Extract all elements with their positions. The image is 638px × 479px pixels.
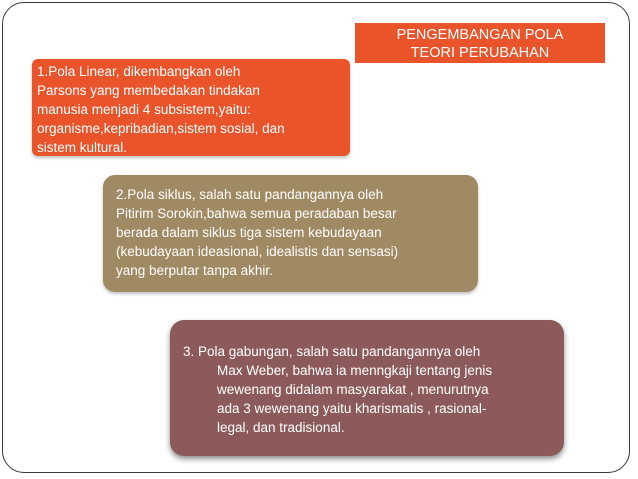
linear-pattern-box — [32, 59, 350, 156]
box2-line: 2.Pola siklus, salah satu pandangannya oleh — [116, 187, 384, 202]
cycle-pattern-box — [103, 175, 478, 292]
box2-line: (kebudayaan ideasional, idealistis dan sensasi) — [116, 244, 399, 259]
box2-line: Pitirim Sorokin,bahwa semua peradaban besar — [116, 206, 397, 221]
combined-pattern-box — [170, 320, 564, 456]
slide-title: PENGEMBANGAN POLA TEORI PERUBAHAN — [355, 23, 605, 63]
box1-line: organisme,kepribadian,sistem sosial, dan — [37, 121, 285, 136]
box2-line: yang berputar tanpa akhir. — [116, 263, 273, 278]
box1-line: 1.Pola Linear, dikembangkan oleh — [37, 64, 241, 79]
box3-line: Max Weber, bahwa ia menngkaji tentang jenis — [217, 363, 493, 378]
box3-lead-line: 3. Pola gabungan, salah satu pandangannya oleh — [183, 344, 481, 359]
box1-line: manusia menjadi 4 subsistem,yaitu: — [37, 102, 251, 117]
box3-line: legal, dan tradisional. — [217, 420, 345, 435]
box1-line: sistem kultural. — [37, 140, 128, 155]
box2-line: berada dalam siklus tiga sistem kebudayaan — [116, 225, 382, 240]
box3-line: ada 3 wewenang yaitu kharismatis , rasional- — [217, 401, 487, 416]
box1-line: Parsons yang membedakan tindakan — [37, 83, 260, 98]
box3-line: wewenang didalam masyarakat , menurutnya — [217, 382, 489, 397]
